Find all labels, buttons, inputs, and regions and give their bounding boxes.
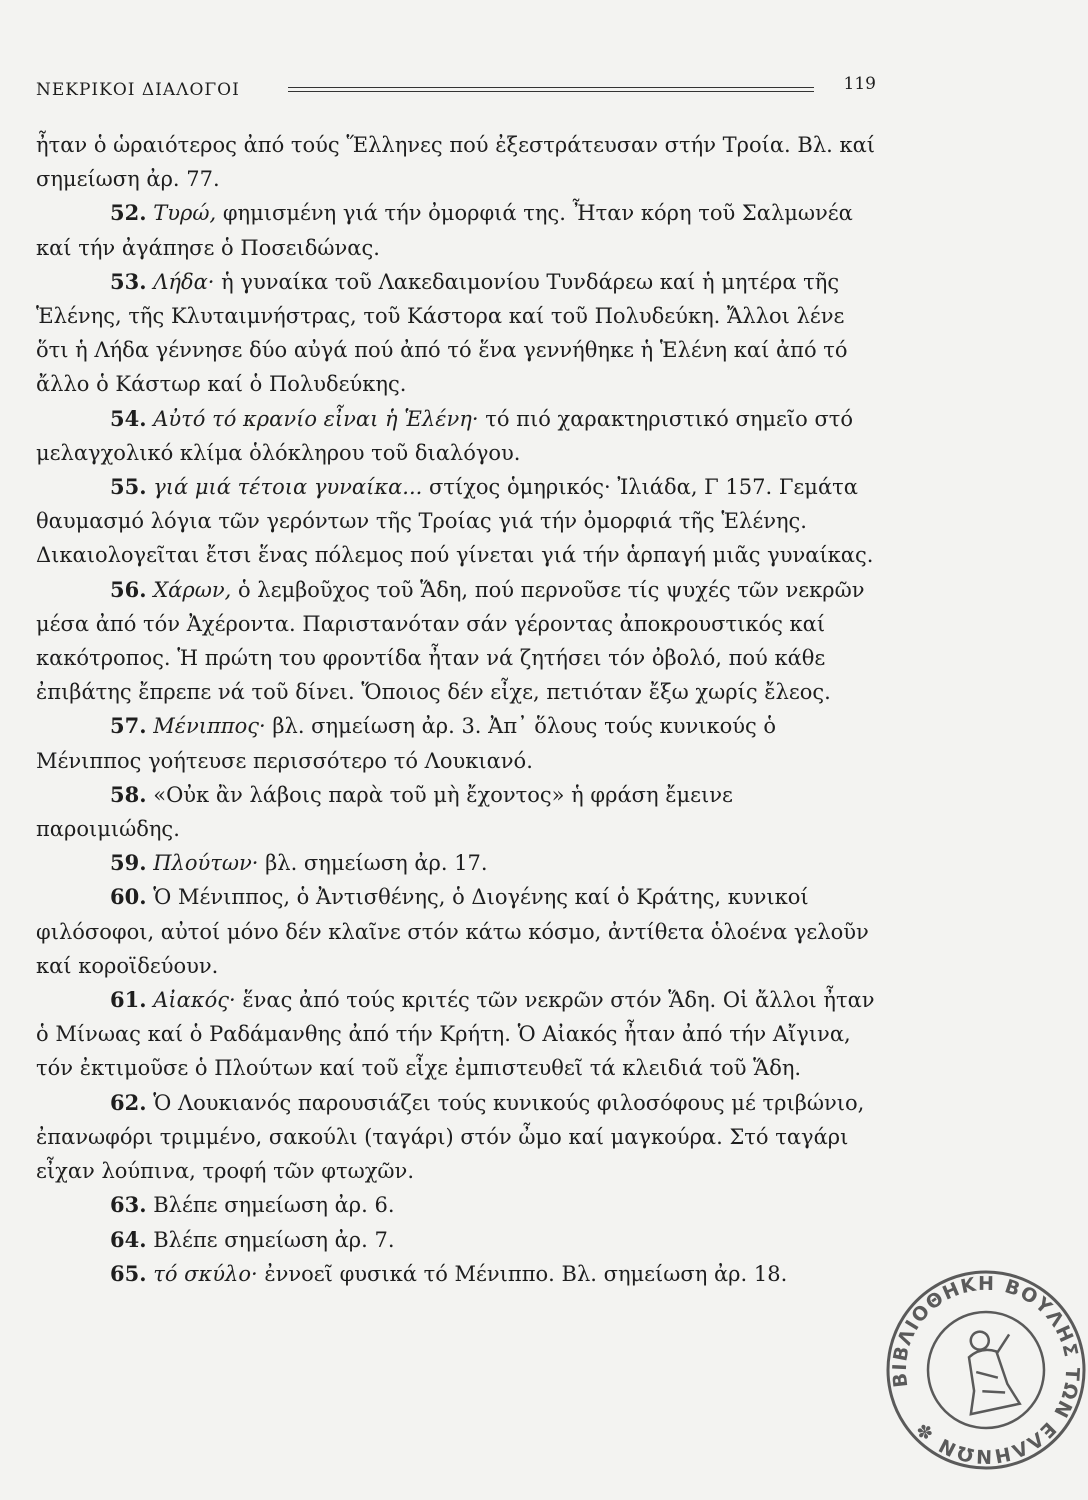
- running-title: ΝΕΚΡΙΚΟΙ ΔΙΑΛΟΓΟΙ: [36, 80, 240, 100]
- note-number: 54.: [110, 405, 147, 431]
- running-head: [36, 74, 876, 104]
- note-54: [36, 402, 881, 470]
- library-stamp: [880, 1258, 1088, 1478]
- page-number: 119: [843, 74, 876, 94]
- note-text: Βλέπε σημείωση ἀρ. 7.: [146, 1227, 395, 1252]
- note-text: στίχος ὁμηρικός· Ἰλιάδα, Γ 157. Γεμάτα θαυμασμό λόγια τῶν γερόντων τῆς Τροίας γιά τήν ὀμορφιά τῆς Ἑλένης. Δικαιολογεῖται ἔτσι ἕνας πόλεμος πού γίνεται γιά τήν ἁρπαγή μιᾶς γυναίκας.: [36, 475, 874, 568]
- note-65: [36, 1257, 881, 1291]
- note-text: τό πιό χαρακτηριστικό σημεῖο στό μελαγχολικό κλίμα ὁλόκληρου τοῦ διαλόγου.: [36, 406, 854, 465]
- note-lemma: Τυρώ,: [153, 201, 217, 226]
- note-number: 58.: [110, 781, 147, 807]
- note-53: [36, 265, 881, 402]
- note-lemma: Αἰακός·: [153, 988, 236, 1013]
- note-number: 63.: [110, 1192, 147, 1218]
- note-text: Βλέπε σημείωση ἀρ. 6.: [146, 1193, 395, 1218]
- note-62: [36, 1086, 881, 1189]
- note-lemma: τό σκύλο·: [153, 1261, 258, 1286]
- note-lemma: Αὐτό τό κρανίο εἶναι ἡ Ἑλένη·: [153, 406, 479, 431]
- note-text: «Οὐκ ἂν λάβοις παρὰ τοῦ μὴ ἔχοντος» ἡ φράση ἔμεινε παροιμιώδης.: [36, 782, 733, 842]
- note-text: βλ. σημείωση ἀρ. 17.: [258, 851, 488, 876]
- note-number: 57.: [110, 713, 147, 739]
- note-text: Ὁ Μένιππος, ὁ Ἀντισθένης, ὁ Διογένης καί ὁ Κράτης, κυνικοί φιλόσοφοι, αὐτοί μόνο δέν κλαῖνε στόν κάτω κόσμο, ἀντίθετα ὁλοένα γελοῦν καί κοροϊδεύουν.: [36, 885, 869, 978]
- note-lemma: Μένιππος·: [153, 714, 266, 739]
- note-text: ἕνας ἀπό τούς κριτές τῶν νεκρῶν στόν Ἅδη. Οἱ ἄλλοι ἦταν ὁ Μίνωας καί ὁ Ραδάμανθης ἀπό τήν Κρήτη. Ὁ Αἰακός ἦταν ἀπό τήν Αἴγινα, τόν ἐκτιμοῦσε ὁ Πλούτων καί τοῦ εἶχε ἐμπιστευθεῖ τά κλειδιά τοῦ Ἅδη.: [36, 988, 875, 1081]
- note-56: [36, 573, 881, 710]
- note-number: 61.: [110, 987, 147, 1013]
- note-number: 56.: [110, 576, 147, 602]
- note-lemma: Λήδα·: [153, 269, 215, 294]
- note-text: ἐννοεῖ φυσικά τό Μένιππο. Βλ. σημείωση ἀρ. 18.: [257, 1261, 788, 1286]
- note-text: Ὁ Λουκιανός παρουσιάζει τούς κυνικούς φιλοσόφους μέ τριβώνιο, ἐπανωφόρι τριμμένο, σακούλι (ταγάρι) στόν ὦμο καί μαγκούρα. Στό ταγάρι εἶχαν λούπινα, τροφή τῶν φτωχῶν.: [36, 1090, 865, 1184]
- note-lemma: Πλούτων·: [153, 851, 259, 876]
- note-number: 53.: [110, 268, 147, 294]
- note-63: [36, 1188, 881, 1222]
- note-52: [36, 196, 881, 264]
- note-lemma: Χάρων,: [153, 577, 232, 602]
- note-text: ὁ λεμβοῦχος τοῦ Ἅδη, πού περνοῦσε τίς ψυχές τῶν νεκρῶν μέσα ἀπό τόν Ἀχέροντα. Παριστανόταν σάν γέροντας ἀποκρουστικός καί κακότροπος. Ἡ πρώτη του φροντίδα ἦταν νά ζητήσει τόν ὀβολό, πού κάθε ἐπιβάτης ἔπρεπε νά τοῦ δίνει. Ὅποιος δέν εἶχε, πετιόταν ἔξω χωρίς ἔλεος.: [36, 577, 865, 705]
- note-61: [36, 983, 881, 1086]
- note-number: 62.: [110, 1089, 147, 1115]
- note-number: 59.: [110, 850, 147, 876]
- note-60: [36, 880, 881, 983]
- header-rule: [288, 87, 814, 92]
- seated-figure-icon: [954, 1326, 1023, 1415]
- note-text: βλ. σημείωση ἀρ. 3. Ἀπ᾿ ὅλους τούς κυνικούς ὁ Μένιππος γοήτευσε περισσότερο τό Λουκιανό.: [36, 714, 777, 773]
- note-58: [36, 778, 881, 846]
- note-55: [36, 470, 881, 573]
- note-lemma: γιά μιά τέτοια γυναίκα...: [153, 475, 423, 500]
- stamp-text: ΒΙΒΛΙΟΘΗΚΗ ΒΟΥΛΗΣ ΤΩΝ ΕΛΛΗΝΩΝ ✽: [888, 1272, 1084, 1468]
- note-59: [36, 846, 881, 880]
- note-number: 55.: [110, 474, 147, 500]
- note-57: [36, 709, 881, 777]
- notes-body: [36, 128, 881, 1291]
- note-number: 65.: [110, 1260, 147, 1286]
- note-number: 64.: [110, 1226, 147, 1252]
- note-64: [36, 1223, 881, 1257]
- note-number: 60.: [110, 884, 147, 910]
- note-text: ἡ γυναίκα τοῦ Λακεδαιμονίου Τυνδάρεω καί ἡ μητέρα τῆς Ἑλένης, τῆς Κλυταιμνήστρας, τοῦ Κάστορα καί τοῦ Πολυδεύκη. Ἄλλοι λένε ὅτι ἡ Λήδα γέννησε δύο αὐγά πού ἀπό τό ἕνα γεννήθηκε ἡ Ἑλένη καί ἀπό τό ἄλλο ὁ Κάστωρ καί ὁ Πολυδεύκης.: [36, 269, 848, 397]
- note-number: 52.: [110, 200, 147, 226]
- note-text: φημισμένη γιά τήν ὀμορφιά της. Ἦταν κόρη τοῦ Σαλμωνέα καί τήν ἀγάπησε ὁ Ποσειδώνας.: [36, 201, 853, 260]
- note-continuation: ἦταν ὁ ὡραιότερος ἀπό τούς Ἕλληνες πού ἐξεστράτευσαν στήν Τροία. Βλ. καί σημείωση ἀρ. 77.: [36, 133, 876, 192]
